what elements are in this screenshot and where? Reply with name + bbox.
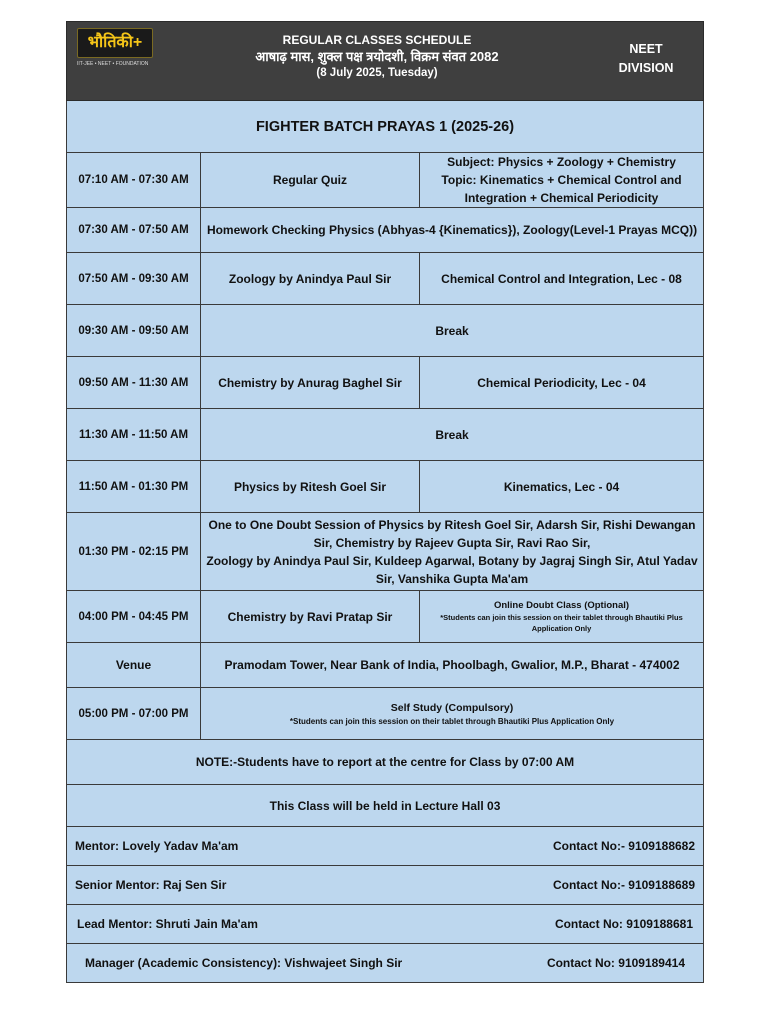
- table-row: [67, 153, 704, 208]
- activity-cell: Physics by Ritesh Goel Sir: [201, 461, 420, 513]
- table-row: [67, 513, 704, 591]
- span-cell: Homework Checking Physics (Abhyas-4 {Kinematics}), Zoology(Level-1 Prayas MCQ)): [201, 208, 704, 253]
- venue-address: Pramodam Tower, Near Bank of India, Phoolbagh, Gwalior, M.P., Bharat - 474002: [201, 643, 704, 688]
- header-row: [67, 22, 704, 101]
- batch-title: FIGHTER BATCH PRAYAS 1 (2025-26): [67, 101, 704, 153]
- activity-cell: Chemistry by Ravi Pratap Sir: [201, 591, 420, 643]
- detail-cell: Chemical Control and Integration, Lec - 08: [420, 253, 704, 305]
- division-line2: DIVISION: [618, 61, 674, 75]
- self-study-cell: [201, 688, 704, 740]
- time-slot: 04:00 PM - 04:45 PM: [67, 591, 201, 643]
- time-slot: 09:50 AM - 11:30 AM: [67, 357, 201, 409]
- activity-cell: Zoology by Anindya Paul Sir: [201, 253, 420, 305]
- online-doubt-note: *Students can join this session on their tablet through Bhautiki Plus: [440, 612, 683, 622]
- time-slot: 07:50 AM - 09:30 AM: [67, 253, 201, 305]
- hindi-date: आषाढ़ मास, शुक्ल पक्ष त्रयोदशी, विक्रम संवत 2082: [255, 49, 499, 64]
- detail-line: Subject: Physics + Zoology + Chemistry: [447, 155, 676, 169]
- batch-title-row: [67, 101, 704, 153]
- time-slot: 11:50 AM - 01:30 PM: [67, 461, 201, 513]
- time-slot: 09:30 AM - 09:50 AM: [67, 305, 201, 357]
- online-doubt-title: Online Doubt Class (Optional): [493, 599, 630, 611]
- header-cell: [67, 22, 704, 101]
- contact-row: [67, 944, 704, 983]
- doubt-line: Sir, Chemistry by Rajeev Gupta Sir, Ravi Rao Sir,: [313, 535, 591, 550]
- self-study-note: *Students can join this session on their tablet through Bhautiki Plus Application Only: [289, 716, 615, 726]
- division-line1: NEET: [629, 42, 663, 56]
- schedule-date: (8 July 2025, Tuesday): [316, 67, 438, 79]
- time-slot: 07:10 AM - 07:30 AM: [67, 153, 201, 208]
- doubt-line: One to One Doubt Session of Physics by Ritesh Goel Sir, Adarsh Sir, Rishi Dewangan: [208, 517, 696, 532]
- contact-row: [67, 866, 704, 905]
- schedule-table: [66, 21, 704, 983]
- activity-cell: Regular Quiz: [201, 153, 420, 208]
- doubt-session-cell: [201, 513, 704, 591]
- online-doubt-note: Application Only: [531, 623, 592, 633]
- doubt-line: Zoology by Anindya Paul Sir, Kuldeep Agarwal, Botany by Jagraj Singh Sir, Atul Yadav: [206, 553, 698, 568]
- contact-role: Senior Mentor: Raj Sen Sir: [75, 878, 227, 892]
- table-row: [67, 591, 704, 643]
- contact-phone: Contact No:- 9109188682: [552, 839, 696, 853]
- break-cell: Break: [201, 409, 704, 461]
- logo-tagline: IIT-JEE • NEET • FOUNDATION: [77, 61, 149, 67]
- report-note: NOTE:-Students have to report at the centre for Class by 07:00 AM: [67, 740, 704, 785]
- hall-row: [67, 785, 704, 827]
- self-study-title: Self Study (Compulsory): [390, 701, 514, 714]
- detail-cell: Chemical Periodicity, Lec - 04: [420, 357, 704, 409]
- break-cell: Break: [201, 305, 704, 357]
- contact-phone: Contact No: 9109189414: [546, 956, 686, 970]
- contact-row: [67, 905, 704, 944]
- table-row: [67, 409, 704, 461]
- time-slot: 07:30 AM - 07:50 AM: [67, 208, 201, 253]
- contact-role: Manager (Academic Consistency): Vishwajeet Singh Sir: [85, 956, 403, 970]
- header-center: [217, 33, 537, 81]
- detail-cell: Kinematics, Lec - 04: [420, 461, 704, 513]
- contact-role: Lead Mentor: Shruti Jain Ma'am: [77, 917, 258, 931]
- contact-phone: Contact No: 9109188681: [554, 917, 694, 931]
- detail-cell: [420, 591, 704, 643]
- schedule-title: REGULAR CLASSES SCHEDULE: [282, 33, 472, 47]
- time-slot: 11:30 AM - 11:50 AM: [67, 409, 201, 461]
- doubt-line: Sir, Vanshika Gupta Ma'am: [375, 571, 529, 586]
- contact-phone: Contact No:- 9109188689: [552, 878, 696, 892]
- table-row: [67, 208, 704, 253]
- lecture-hall: This Class will be held in Lecture Hall 03: [67, 785, 704, 827]
- venue-row: [67, 643, 704, 688]
- activity-cell: Chemistry by Anurag Baghel Sir: [201, 357, 420, 409]
- contact-row: [67, 827, 704, 866]
- division-label: [611, 40, 681, 78]
- table-row: [67, 461, 704, 513]
- note-row: [67, 740, 704, 785]
- table-row: [67, 357, 704, 409]
- table-row: [67, 688, 704, 740]
- table-row: [67, 253, 704, 305]
- table-row: [67, 305, 704, 357]
- venue-label: Venue: [67, 643, 201, 688]
- detail-line: Integration + Chemical Periodicity: [464, 191, 659, 205]
- time-slot: 05:00 PM - 07:00 PM: [67, 688, 201, 740]
- detail-line: Topic: Kinematics + Chemical Control and: [441, 173, 682, 187]
- schedule-sheet: [66, 21, 703, 983]
- detail-cell: [420, 153, 704, 208]
- bhautiki-logo: भौतिकी+: [77, 28, 153, 58]
- contact-role: Mentor: Lovely Yadav Ma'am: [75, 839, 239, 853]
- time-slot: 01:30 PM - 02:15 PM: [67, 513, 201, 591]
